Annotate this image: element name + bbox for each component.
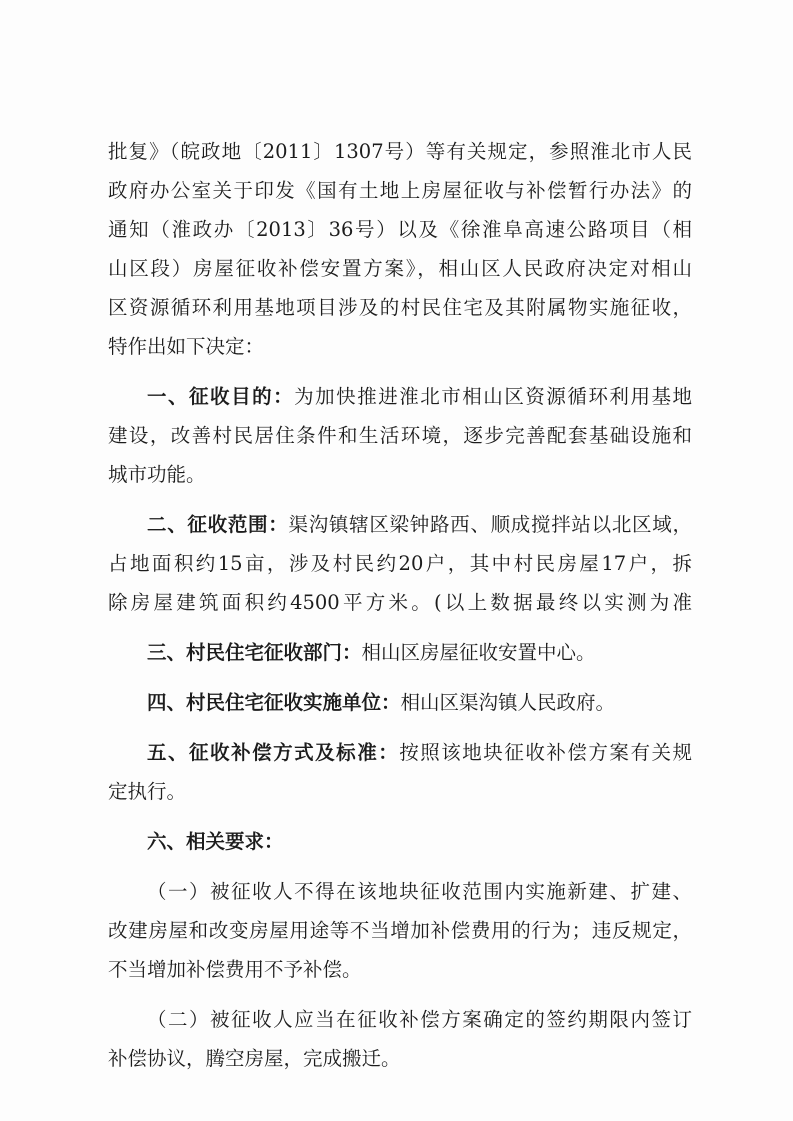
intro-line: 区资源循环利用基地项目涉及的村民住宅及其附属物实施征收， <box>108 296 692 319</box>
section-scope-text: 渠沟镇辖区梁钟路西、顺成搅拌站以北区域， <box>288 513 692 536</box>
section-purpose-line: 建设，改善村民居住条件和生活环境，逐步完善配套基础设施和 <box>108 424 692 447</box>
requirement-2-line: 补偿协议，腾空房屋，完成搬迁。 <box>108 1047 401 1070</box>
section-compensation-heading: 五、征收补偿方式及标准： <box>147 741 400 764</box>
section-department-text: 相山区房屋征收安置中心。 <box>361 641 596 664</box>
section-requirements-heading: 六、相关要求： <box>147 830 284 853</box>
section-purpose-text: 为加快推进淮北市相山区资源循环利用基地 <box>294 385 692 408</box>
intro-line: 山区段）房屋征收补偿安置方案》，相山区人民政府决定对相山 <box>108 257 692 280</box>
requirement-1-line: 改建房屋和改变房屋用途等不当增加补偿费用的行为；违反规定， <box>108 919 692 942</box>
section-implementer-text: 相山区渠沟镇人民政府。 <box>400 691 616 714</box>
section-purpose-line: 城市功能。 <box>108 463 206 486</box>
section-scope-first-line <box>108 505 692 544</box>
section-department-heading: 三、村民住宅征收部门： <box>147 641 362 664</box>
section-implementer-heading: 四、村民住宅征收实施单位： <box>147 691 401 714</box>
requirement-2-first-line: （二）被征收人应当在征收补偿方案确定的签约期限内签订 <box>147 1008 692 1031</box>
section-department-line <box>108 633 692 672</box>
intro-line: 批复》（皖政地〔2011〕1307号）等有关规定，参照淮北市人民 <box>108 140 692 163</box>
requirement-1-line: 不当增加补偿费用不予补偿。 <box>108 958 362 981</box>
document-body <box>108 132 692 1078</box>
section-requirements-line <box>108 822 692 861</box>
section-scope-heading: 二、征收范围： <box>147 513 289 536</box>
section-purpose-heading: 一、征收目的： <box>147 385 295 408</box>
intro-line: 特作出如下决定： <box>108 335 265 358</box>
intro-line: 政府办公室关于印发《国有土地上房屋征收与补偿暂行办法》的 <box>108 179 692 202</box>
requirement-1-first-line: （一）被征收人不得在该地块征收范围内实施新建、扩建、 <box>147 880 692 903</box>
section-compensation-text: 按照该地块征收补偿方案有关规 <box>399 741 692 764</box>
section-purpose-first-line <box>108 377 692 416</box>
section-implementer-line <box>108 683 692 722</box>
section-compensation-first-line <box>108 733 692 772</box>
section-scope-line: 除房屋建筑面积约4500平方米。(以上数据最终以实测为准 <box>108 591 692 614</box>
section-scope-line: 占地面积约15亩，涉及村民约20户，其中村民房屋17户，拆 <box>108 552 692 575</box>
section-compensation-line: 定执行。 <box>108 780 187 803</box>
intro-line: 通知（淮政办〔2013〕36号）以及《徐淮阜高速公路项目（相 <box>108 218 692 241</box>
